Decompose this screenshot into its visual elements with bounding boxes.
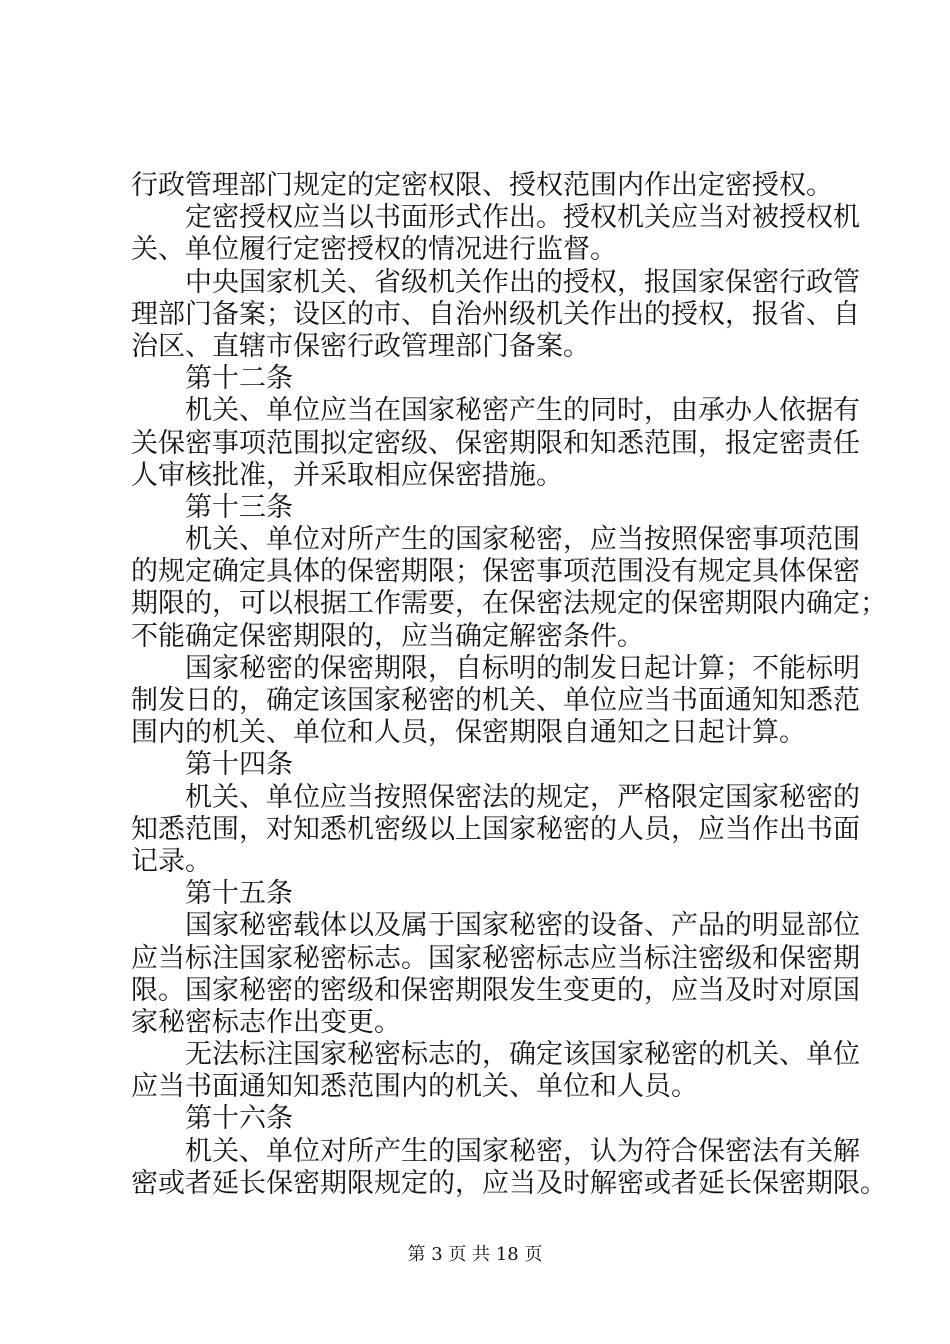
text-line: 密或者延长保密期限规定的，应当及时解密或者延长保密期限。 [131,1167,887,1199]
article-heading: 第十四条 [185,749,293,781]
text-line: 理部门备案；设区的市、自治州级机关作出的授权，报省、自 [131,298,860,330]
page-number-footer: 第 3 页 共 18 页 [407,1244,543,1265]
text-line: 治区、直辖市保密行政管理部门备案。 [131,330,590,362]
text-line: 定密授权应当以书面形式作出。授权机关应当对被授权机 [185,202,860,234]
article-heading: 第十六条 [185,1103,293,1135]
text-line: 期限的，可以根据工作需要，在保密法规定的保密期限内确定； [131,588,887,620]
text-line: 的规定确定具体的保密期限；保密事项范围没有规定具体保密 [131,556,860,588]
document-body [131,170,887,1200]
text-line: 行政管理部门规定的定密权限、授权范围内作出定密授权。 [131,170,833,201]
text-line: 限。国家秘密的密级和保密期限发生变更的，应当及时对原国 [131,974,860,1006]
text-line: 制发日的，确定该国家秘密的机关、单位应当书面通知知悉范 [131,685,860,716]
text-line: 关保密事项范围拟定密级、保密期限和知悉范围，报定密责任 [131,427,860,459]
text-line: 应当书面通知知悉范围内的机关、单位和人员。 [131,1071,698,1103]
text-line: 机关、单位应当在国家秘密产生的同时，由承办人依据有 [185,395,860,427]
article-heading: 第十三条 [185,491,293,523]
text-line: 无法标注国家秘密标志的，确定该国家秘密的机关、单位 [185,1039,860,1071]
text-line: 围内的机关、单位和人员，保密期限自通知之日起计算。 [131,717,806,749]
text-line: 机关、单位对所产生的国家秘密，应当按照保密事项范围 [185,524,860,556]
text-line: 记录。 [131,845,212,877]
article-heading: 第十五条 [185,878,293,910]
text-line: 国家秘密的保密期限，自标明的制发日起计算；不能标明 [185,652,860,684]
article-heading: 第十二条 [185,363,293,395]
text-line: 关、单位履行定密授权的情况进行监督。 [131,234,617,266]
text-line: 人审核批准，并采取相应保密措施。 [131,459,563,491]
text-line: 知悉范围，对知悉机密级以上国家秘密的人员，应当作出书面 [131,813,860,845]
text-line: 机关、单位应当按照保密法的规定，严格限定国家秘密的 [185,781,860,813]
text-line: 家秘密标志作出变更。 [131,1006,401,1038]
text-line: 应当标注国家秘密标志。国家秘密标志应当标注密级和保密期 [131,942,860,974]
text-line: 不能确定保密期限的，应当确定解密条件。 [131,620,644,652]
text-line: 国家秘密载体以及属于国家秘密的设备、产品的明显部位 [185,910,860,942]
text-line: 中央国家机关、省级机关作出的授权，报国家保密行政管 [185,266,860,298]
text-line: 机关、单位对所产生的国家秘密，认为符合保密法有关解 [185,1135,860,1167]
